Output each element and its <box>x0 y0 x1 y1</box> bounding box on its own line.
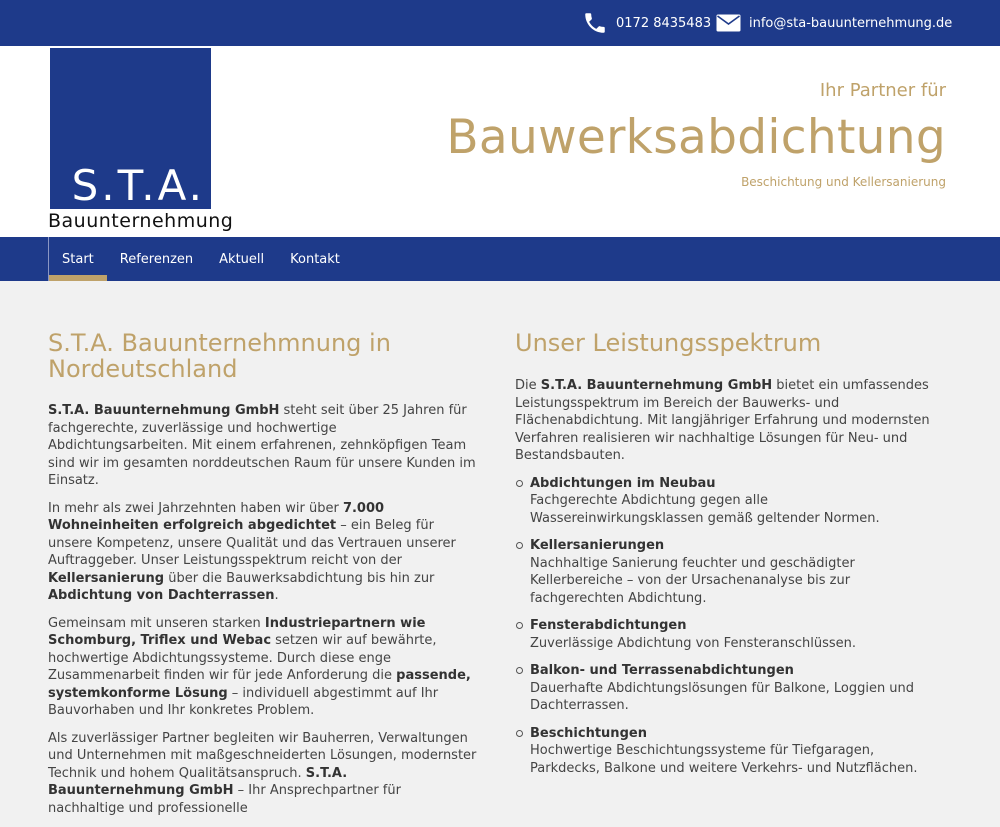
email-contact[interactable] <box>716 0 952 46</box>
about-paragraph-3: Gemeinsam mit unseren starken Industriepartnern wie Schomburg, Triflex und Webac setzen wir auf bewährte, hochwertige Abdichtungssysteme. Durch diese enge Zusammenarbeit finden wir für jede Anforderung die passende, systemkonforme Lösung – individuell abgestimmt auf Ihr Bauvorhaben und Ihr konkretes Problem. <box>48 615 471 718</box>
nav-list <box>48 237 353 281</box>
service-desc: Fachgerechte Abdichtung gegen alle Wassereinwirkungsklassen gemäß geltender Normen. <box>530 493 880 526</box>
nav-item-start[interactable]: Start <box>48 237 107 281</box>
service-title: Fensterabdichtungen <box>530 618 687 633</box>
envelope-icon <box>716 14 741 32</box>
service-title: Kellersanierungen <box>530 538 665 553</box>
services-list <box>515 475 945 778</box>
nav-item-kontakt[interactable]: Kontakt <box>290 251 340 267</box>
about-paragraph-2: In mehr als zwei Jahrzehnten haben wir über 7.000 Wohneinheiten erfolgreich abgedichtet – ein Beleg für unsere Kompetenz, unsere Qualität und das Vertrauen unserer Auftraggeber. Unser Leistungsspektrum reicht von der Kellersanierung über die Bauwerksabdichtung bis hin zur Abdichtung von Dachterrassen. <box>48 500 456 603</box>
tagline-sub: Beschichtung und Kellersanierung <box>741 175 946 189</box>
service-desc: Hochwertige Beschichtungssysteme für Tiefgaragen, Parkdecks, Balkone und weitere Verkehrs- und Nutzflächen. <box>530 743 918 776</box>
service-title: Balkon- und Terrassenabdichtungen <box>530 663 794 678</box>
logo-subtitle: Bauunternehmung <box>48 210 234 232</box>
phone-icon <box>582 10 608 36</box>
top-contact-bar <box>0 0 1000 46</box>
tagline-intro: Ihr Partner für <box>819 80 946 101</box>
service-desc: Nachhaltige Sanierung feuchter und geschädigter Kellerbereiche – von der Ursachenanalyse bis zur fachgerechten Abdichtung. <box>530 555 855 606</box>
nav-item-referenzen[interactable]: Referenzen <box>119 251 194 267</box>
services-intro: Die S.T.A. Bauunternehmung GmbH bietet ein umfassendes Leistungsspektrum im Bereich der Bauwerks- und Flächenabdichtung. Mit langjähriger Erfahrung und modernsten Verfahren realisieren wir nachhaltige Lösungen für Neu- und Bestandsbauten. <box>515 378 930 463</box>
about-section <box>48 330 478 827</box>
about-paragraph-4: Als zuverlässiger Partner begleiten wir Bauherren, Verwaltungen und Unternehmen mit maßgeschneiderten Lösungen, modernster Technik und hohem Qualitätsanspruch. S.T.A. Bauunternehmung GmbH – Ihr Ansprechpartner für nachhaltige und professionelle <box>48 730 477 816</box>
site-header <box>0 46 1000 237</box>
phone-number[interactable]: 0172 8435483 <box>616 15 712 31</box>
services-section <box>515 330 945 787</box>
list-item <box>515 537 945 607</box>
nav-item-aktuell[interactable]: Aktuell <box>219 251 265 267</box>
list-item <box>515 662 945 715</box>
about-paragraph-1: S.T.A. Bauunternehmung GmbH steht seit über 25 Jahren für fachgerechte, zuverlässige und hochwertige Abdichtungsarbeiten. Mit einem erfahrenen, zehnköpfigen Team sind wir im gesamten norddeutschen Raum für unsere Kunden im Einsatz. <box>48 403 476 488</box>
company-logo[interactable] <box>48 48 234 234</box>
email-link[interactable]: info@sta-bauunternehmung.de <box>749 15 953 31</box>
logo-letters: S.T.A. <box>71 161 205 210</box>
list-item <box>515 617 945 652</box>
service-title: Abdichtungen im Neubau <box>530 475 716 491</box>
list-item <box>515 725 945 778</box>
tagline-main: Bauwerksabdichtung <box>446 110 946 165</box>
main-nav <box>0 237 1000 281</box>
services-heading: Unser Leistungsspektrum <box>515 329 822 357</box>
phone-contact[interactable] <box>582 0 711 46</box>
service-desc: Zuverlässige Abdichtung von Fensteranschlüssen. <box>530 635 857 651</box>
list-item <box>515 475 945 528</box>
logo-box <box>50 48 211 209</box>
service-desc: Dauerhafte Abdichtungslösungen für Balkone, Loggien und Dachterrassen. <box>530 680 915 713</box>
service-title: Beschichtungen <box>530 725 647 741</box>
about-heading: S.T.A. Bauunternehmnung in Nordeutschland <box>48 329 391 383</box>
